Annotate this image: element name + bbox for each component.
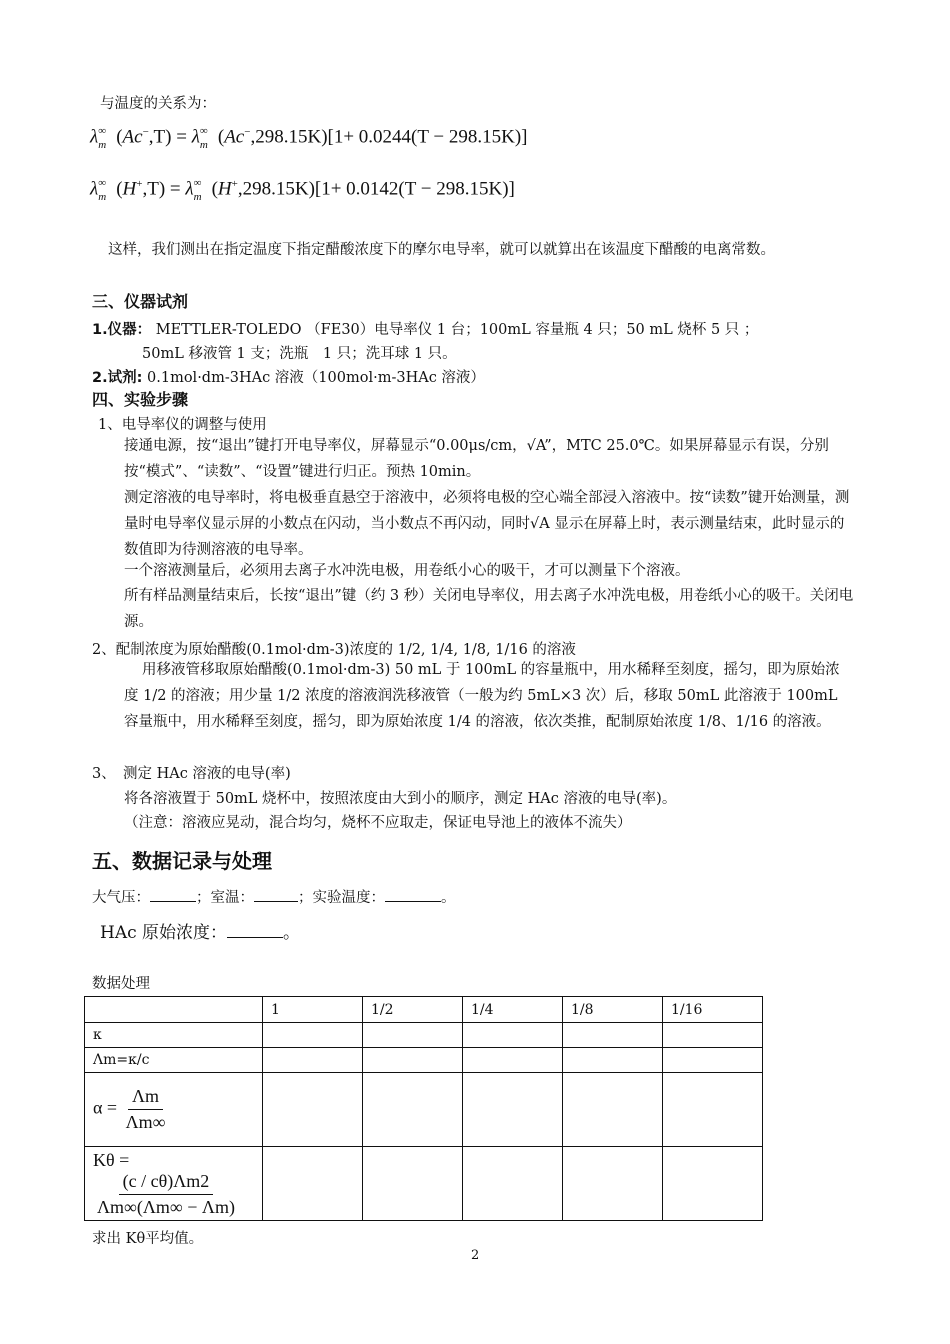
step-2-title: 2、配制浓度为原始醋酸(0.1mol·dm-3)浓度的 1/2, 1/4, 1/8, 1/16 的溶液 [92,642,576,658]
table-cell[interactable] [563,1073,663,1147]
concentration-line: HAc 原始浓度： 。 [100,923,301,943]
table-row-alpha [85,1073,763,1147]
step-3-note: （注意：溶液应晃动，混合均匀，烧杯不应取走，保证电导池上的液体不流失） [124,815,632,831]
step-1-paragraph-4: 所有样品测量结束后，长按“退出”键（约 3 秒）关闭电导率仪，用去离子水冲洗电极，用卷纸小心的吸干。关闭电源。 [124,588,854,630]
table-row-lambda [85,1048,763,1073]
header-cell: 1/4 [463,997,563,1023]
step-2-paragraph: 用移液管移取原始醋酸(0.1mol·dm-3) 50 mL 于 100mL 的容量瓶中，用水稀释至刻度，摇匀，即为原始浓度 1/2 的溶液；用少量 1/2 浓度的溶液润洗移液管（一般为约 5mL×3 次）后，移取 50mL 此溶液于 100mL 容量瓶中，用水稀释至刻度，摇匀，即为原始浓度 1/4 的溶液，依次类推，配制原始浓度 1/8、1/16 的溶液。 [124,662,840,730]
table-cell[interactable] [463,1048,563,1073]
k-fraction: $\frac{(c / c\theta)\Lambda m2}{\Lambda m\infty(\Lambda m\infty - \Lambda m)}$ [97,1170,235,1217]
exp-temp-blank[interactable] [385,887,441,902]
table-cell[interactable] [363,1073,463,1147]
table-footer: 求出 Kθ平均值。 [92,1231,204,1247]
concentration-blank[interactable] [227,921,283,938]
header-cell: 1/2 [363,997,463,1023]
table-cell[interactable] [263,1073,363,1147]
table-cell[interactable] [663,1048,763,1073]
step-3-title: 3、 测定 HAc 溶液的电导(率) [92,766,291,782]
row-label-alpha: α = $\frac{\Lambda m}{\Lambda m\infty}$ [85,1073,263,1147]
header-cell: 1 [263,997,363,1023]
header-cell: 1/8 [563,997,663,1023]
instruments-label: 1.仪器： [92,322,152,338]
table-cell[interactable] [263,1023,363,1048]
step-3-paragraph: 将各溶液置于 50mL 烧杯中，按照浓度由大到小的顺序，测定 HAc 溶液的电导(率)。 [124,791,677,807]
table-row-kappa [85,1023,763,1048]
reagents-line: 2.试剂: 0.1mol·dm-3HAc 溶液（100mol·m-3HAc 溶液） [92,370,485,386]
table-caption: 数据处理 [92,976,150,992]
step-1-paragraph-1: 接通电源，按“退出”键打开电导率仪，屏幕显示“0.00μs/cm，√A”，MTC 25.0℃。如果屏幕显示有误，分别按“模式”、“读数”、“设置”键进行归正。预热 10min。 [124,438,829,480]
table-row-k [85,1147,763,1221]
header-cell [85,997,263,1023]
equation-h: $\lambda\infty_m$ $(H^+,T) = \lambda\infty_m$ (H+,298.15K)[1+ 0.0142(T − 298.15K)] [90,177,515,204]
instruments-line-2: 50mL 移液管 1 支；洗瓶 1 只；洗耳球 1 只。 [142,346,457,362]
table-cell[interactable] [363,1048,463,1073]
table-cell[interactable] [363,1147,463,1221]
equation-ac: $\lambda\infty_m$ $(Ac^-,T) = \lambda\infty_m$ (Ac−,298.15K)[1+ 0.0244(T − 298.15K)] [90,125,528,152]
table-cell[interactable] [463,1147,563,1221]
row-label-lambda: Λm=κ/c [85,1048,263,1073]
pressure-blank[interactable] [150,887,196,902]
table-cell[interactable] [663,1147,763,1221]
table-cell[interactable] [563,1048,663,1073]
section-3-title: 三、仪器试剂 [92,292,189,311]
table-cell[interactable] [263,1147,363,1221]
section-4-title: 四、实验步骤 [92,390,189,409]
table-cell[interactable] [563,1023,663,1048]
table-header-row [85,997,763,1023]
conditions-line: 大气压： ；室温： ；实验温度： 。 [92,886,456,907]
table-cell[interactable] [463,1023,563,1048]
section-5-title: 五、数据记录与处理 [92,849,272,873]
table-cell[interactable] [263,1048,363,1073]
room-temp-blank[interactable] [254,887,298,902]
data-table [84,996,763,1221]
step-1-title: 1、电导率仪的调整与使用 [98,417,267,433]
table-cell[interactable] [663,1023,763,1048]
row-label-kappa: κ [85,1023,263,1048]
table-cell[interactable] [463,1073,563,1147]
table-cell[interactable] [663,1073,763,1147]
summary-paragraph: 这样，我们测出在指定温度下指定醋酸浓度下的摩尔电导率，就可以就算出在该温度下醋酸的电离常数。 [108,242,775,258]
table-cell[interactable] [563,1147,663,1221]
instruments-line-1: 1.仪器： METTLER-TOLEDO （FE30）电导率仪 1 台；100mL 容量瓶 4 只；50 mL 烧杯 5 只 ； [92,322,759,338]
page-number: 2 [471,1248,480,1263]
reagents-label: 2.试剂: [92,370,143,386]
alpha-fraction: $\frac{\Lambda m}{\Lambda m\infty}$ [125,1086,166,1132]
table-cell[interactable] [363,1023,463,1048]
step-1-paragraph-3: 一个溶液测量后，必须用去离子水冲洗电极，用卷纸小心的吸干，才可以测量下个溶液。 [124,563,690,579]
row-label-k: Kθ = $\frac{(c / c\theta)\Lambda m2}{\Lambda m\infty(\Lambda m\infty - \Lambda m)}$ [85,1147,263,1221]
intro-line: 与温度的关系为： [100,96,216,112]
header-cell: 1/16 [663,997,763,1023]
step-1-paragraph-2: 测定溶液的电导率时，将电极垂直悬空于溶液中，必须将电极的空心端全部浸入溶液中。按“读数”键开始测量，测量时电导率仪显示屏的小数点在闪动，当小数点不再闪动，同时√A 显示在屏幕上时，表示测量结束，此时显示的数值即为待测溶液的电导率。 [124,490,850,558]
